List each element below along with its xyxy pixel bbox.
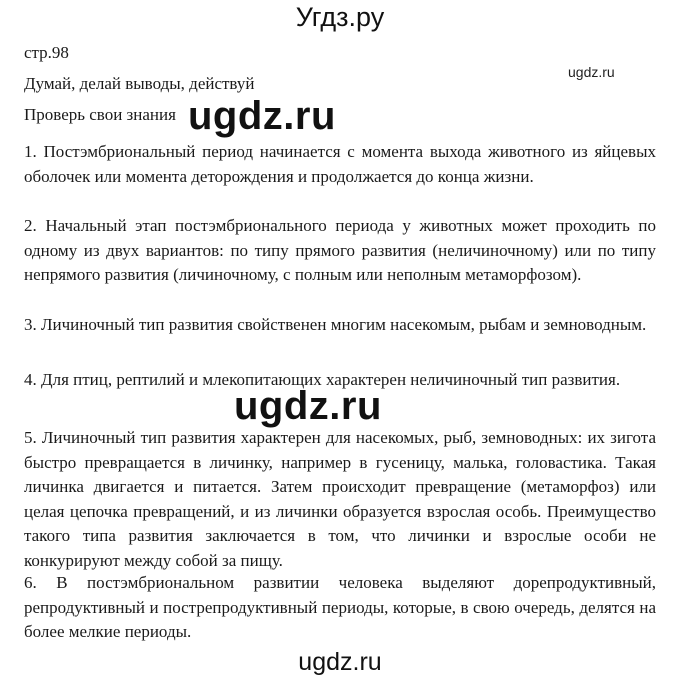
answer-1: 1. Постэмбриональный период начинается с момента выхода животного из яйцевых оболочек или момента деторождения и продолжается до конца жизни.	[24, 142, 656, 186]
section-subtitle: Проверь свои знания	[24, 105, 176, 124]
site-title[interactable]: Угдз.ру	[295, 2, 385, 32]
watermark-middle: ugdz.ru	[234, 384, 382, 428]
answer-6: 6. В постэмбриональном развитии человека выделяют дорепродуктивный, репродуктивный и пострепродуктивный периоды, которые, в свою очередь, делятся на более мелкие периоды.	[24, 573, 656, 641]
watermark-small: ugdz.ru	[568, 64, 615, 80]
page-reference: стр.98	[24, 43, 69, 62]
answer-2: 2. Начальный этап постэмбрионального периода у животных может проходить по одному из двух вариантов: по типу прямого развития (неличиночному) или по типу непрямого развития (личиночному, с полным или неполным метаморфозом).	[24, 216, 656, 284]
answer-3: 3. Личиночный тип развития свойственен многим насекомым, рыбам и земноводным.	[24, 315, 647, 334]
answer-4: 4. Для птиц, рептилий и млекопитающих характерен неличиночный тип развития.	[24, 370, 621, 389]
section-title: Думай, делай выводы, действуй	[24, 74, 255, 93]
watermark-bottom[interactable]: ugdz.ru	[298, 648, 382, 676]
watermark-top: ugdz.ru	[188, 94, 336, 138]
answer-5: 5. Личиночный тип развития характерен для насекомых, рыб, земноводных: их зигота быстро превращается в личинку, например в гусеницу, малька, головастика. Такая личинка двигается и питается. Затем происходит превращение (метаморфоз) или целая цепочка превращений, и из личинки образуется взрослая особь. Преимущество такого типа развития заключается в том, что личинки и взрослые особи не конкурируют между собой за пищу.	[24, 428, 656, 570]
